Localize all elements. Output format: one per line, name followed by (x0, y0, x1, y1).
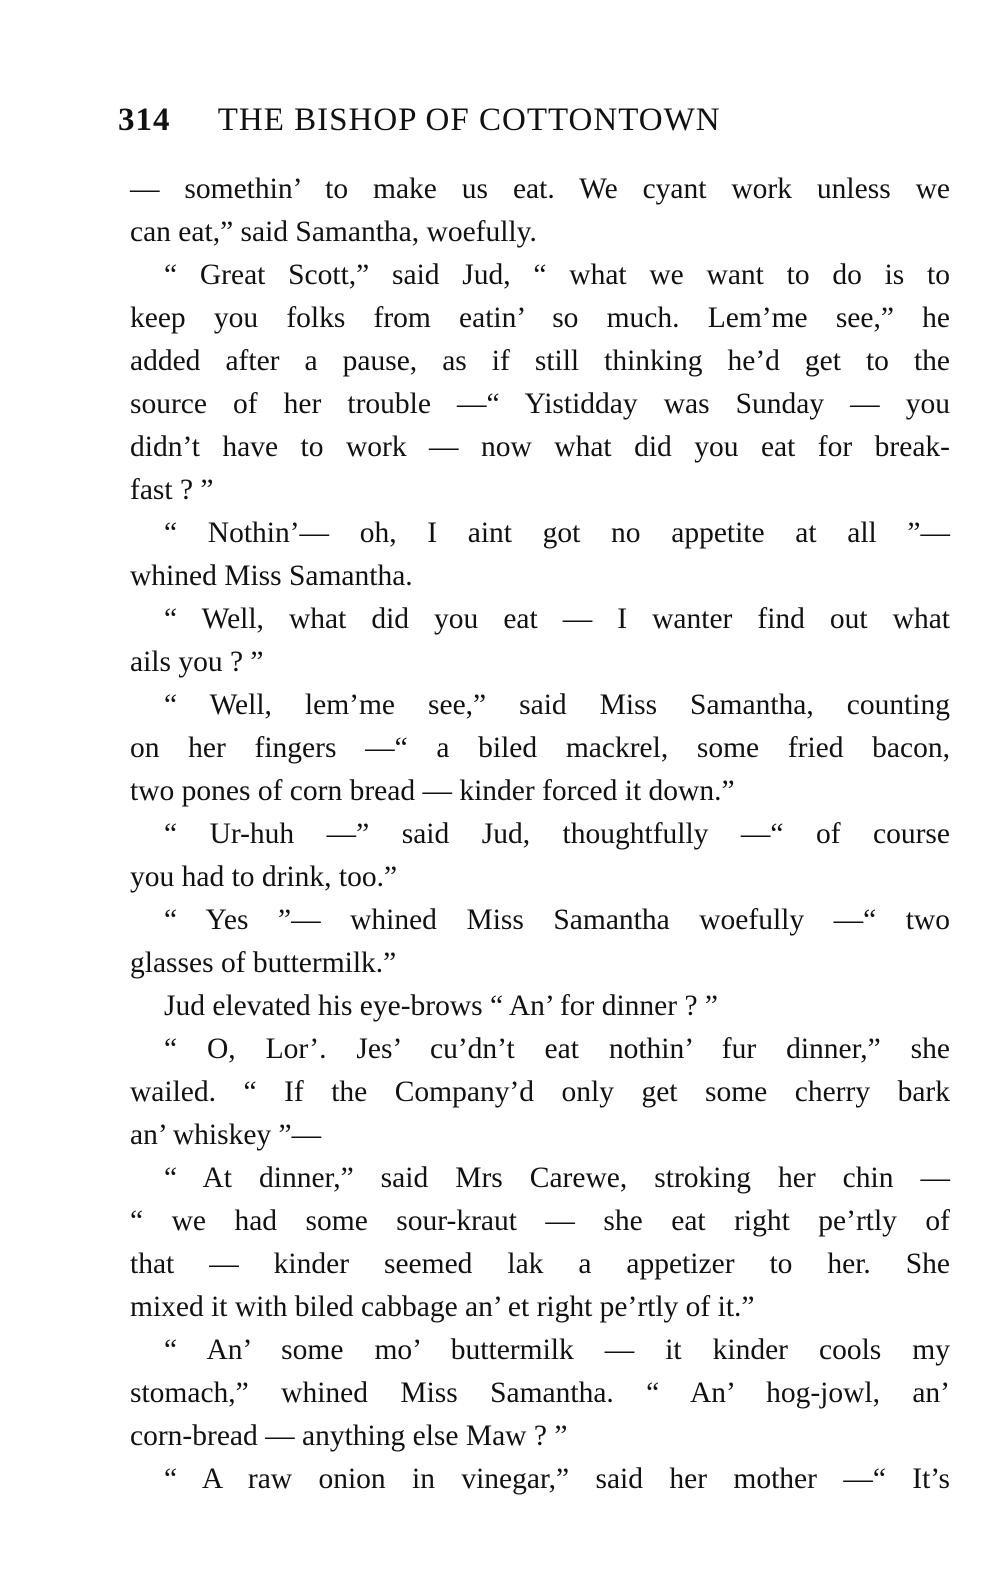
text-line: that — kinder seemed lak a appetizer to her. She (130, 1248, 950, 1280)
text-line: keep you folks from eatin’ so much. Lem’me see,” he (130, 302, 950, 334)
text-line: mixed it with biled cabbage an’ et right pe’rtly of it.” (130, 1291, 755, 1323)
running-title: THE BISHOP OF COTTONTOWN (217, 102, 721, 138)
text-line: “ we had some sour-kraut — she eat right pe’rtly of (130, 1205, 950, 1237)
text-line: glasses of buttermilk.” (130, 947, 397, 979)
text-line: “ Nothin’— oh, I aint got no appetite at all ”— (164, 517, 950, 549)
text-line: “ Great Scott,” said Jud, “ what we want to do is to (164, 259, 950, 291)
text-line: “ At dinner,” said Mrs Carewe, stroking her chin — (164, 1162, 950, 1194)
text-line: you had to drink, too.” (130, 861, 398, 893)
text-line: stomach,” whined Miss Samantha. “ An’ hog-jowl, an’ (130, 1377, 950, 1409)
text-line: ails you ? ” (130, 646, 264, 678)
text-line: corn-bread — anything else Maw ? ” (130, 1420, 568, 1452)
page-number: 314 (118, 102, 171, 138)
text-line: whined Miss Samantha. (130, 560, 413, 592)
text-line: “ Well, lem’me see,” said Miss Samantha, counting (164, 689, 950, 721)
body-text (130, 168, 950, 1501)
text-line: “ O, Lor’. Jes’ cu’dn’t eat nothin’ fur dinner,” she (164, 1033, 950, 1065)
text-line: two pones of corn bread — kinder forced it down.” (130, 775, 735, 807)
text-line: on her fingers —“ a biled mackrel, some fried bacon, (130, 732, 950, 764)
text-line: “ A raw onion in vinegar,” said her mother —“ It’s (164, 1463, 950, 1495)
page-header (118, 102, 878, 150)
text-line: Jud elevated his eye-brows “ An’ for dinner ? ” (164, 990, 719, 1022)
text-line: “ Ur-huh —” said Jud, thoughtfully —“ of course (164, 818, 950, 850)
text-line: didn’t have to work — now what did you eat for break- (130, 431, 950, 463)
text-line: can eat,” said Samantha, woefully. (130, 216, 537, 248)
text-line: “ An’ some mo’ buttermilk — it kinder cools my (164, 1334, 950, 1366)
text-line: “ Yes ”— whined Miss Samantha woefully —“ two (164, 904, 950, 936)
text-line: fast ? ” (130, 474, 214, 506)
text-line: source of her trouble —“ Yistidday was Sunday — you (130, 388, 950, 420)
text-line: — somethin’ to make us eat. We cyant work unless we (130, 173, 950, 205)
text-line: “ Well, what did you eat — I wanter find out what (164, 603, 950, 635)
text-line: an’ whiskey ”— (130, 1119, 322, 1151)
text-line: added after a pause, as if still thinking he’d get to the (130, 345, 950, 377)
text-line: wailed. “ If the Company’d only get some cherry bark (130, 1076, 950, 1108)
